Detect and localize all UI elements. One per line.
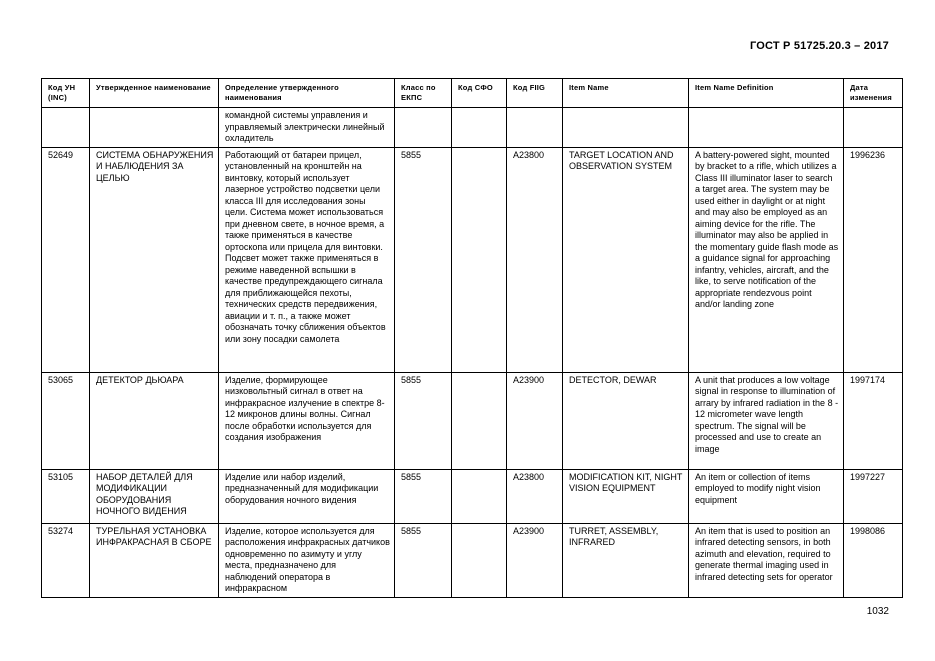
header-item-name-definition: Item Name Definition [689,79,844,108]
table-row [42,147,903,372]
cell-ekps [395,108,452,148]
header-approved-definition: Определение утвержденного наименования [219,79,395,108]
cell-code: 53065 [42,372,90,469]
cell-name-ru: ДЕТЕКТОР ДЬЮАРА [90,372,219,469]
cell-ekps: 5855 [395,147,452,372]
header-sfo-code: Код СФО [452,79,507,108]
table-row [42,108,903,148]
header-approved-name: Утвержденное наименование [90,79,219,108]
cell-date: 1997174 [844,372,903,469]
cell-item-definition: A unit that produces a low voltage signal in response to illumination of arrary by infrared radiation in the 8 - 12 micrometer wave length spectrum. The signal will be processed and use to create an image [689,372,844,469]
cell-name-ru [90,108,219,148]
cell-code: 53105 [42,469,90,523]
catalog-table [41,78,903,598]
header-code-un: Код УН (INC) [42,79,90,108]
cell-item-definition: An item that is used to position an infrared detecting sensors, in both azimuth and elevation, required to generate thermal imaging used in infrared detecting sets for operator [689,523,844,597]
cell-name-ru: СИСТЕМА ОБНАРУЖЕНИЯ И НАБЛЮДЕНИЯ ЗА ЦЕЛЬЮ [90,147,219,372]
cell-fiig: A23900 [507,372,563,469]
cell-definition-ru: Работающий от батареи прицел, установленный на кронштейн на винтовку, который использует лазерное устройство подсветки цели класса III для исследования зоны цели. Система может использоваться при дневном свете, в ночное время, а также применяться в качестве ортоскопа или прицела для винтовки. Подсвет может также применяться в режиме наведенной вспышки в качестве предупреждающего сигнала для приближающейся пехоты, технических средств передвижения, авиации и т. п., а также может обозначать точку сближения объектов или зону посадки самолета [219,147,395,372]
cell-ekps: 5855 [395,469,452,523]
cell-sfo [452,469,507,523]
cell-item-name: DETECTOR, DEWAR [563,372,689,469]
cell-definition-ru: Изделие, формирующее низковольтный сигнал в ответ на инфракрасное излучение в спектре 8-12 микронов длины волны. Сигнал после обработки используется для создания изображения [219,372,395,469]
cell-ekps: 5855 [395,523,452,597]
cell-code [42,108,90,148]
cell-date: 1996236 [844,147,903,372]
cell-item-name [563,108,689,148]
cell-sfo [452,147,507,372]
cell-item-definition: A battery-powered sight, mounted by bracket to a rifle, which utilizes a Class III illuminator laser to search a target area. The system may be used either in daylight or at night and may also be employed as an aiming device for the rifle. The illuminator may also be applied in the momentary guide flash mode as a guidance signal for approaching infantry, vehicles, aircraft, and the like, to serve notification of the appropriate rendezvous point and/or landing zone [689,147,844,372]
cell-item-definition: An item or collection of items employed to modify night vision equipment [689,469,844,523]
cell-code: 52649 [42,147,90,372]
cell-definition-ru: командной системы управления и управляемый электрически линейный охладитель [219,108,395,148]
cell-fiig: A23800 [507,147,563,372]
cell-fiig [507,108,563,148]
cell-code: 53274 [42,523,90,597]
cell-date [844,108,903,148]
cell-date: 1997227 [844,469,903,523]
cell-definition-ru: Изделие или набор изделий, предназначенный для модификации оборудования ночного видения [219,469,395,523]
table-row [42,372,903,469]
cell-ekps: 5855 [395,372,452,469]
document-title: ГОСТ Р 51725.20.3 – 2017 [749,40,889,52]
table-row [42,469,903,523]
cell-fiig: A23800 [507,469,563,523]
cell-definition-ru: Изделие, которое используется для расположения инфракрасных датчиков одновременно по азимуту и углу места, предназначено для наблюдений оператора в инфракрасном [219,523,395,597]
cell-item-name: TURRET, ASSEMBLY, INFRARED [563,523,689,597]
table-header-row [42,79,903,108]
cell-sfo [452,523,507,597]
cell-name-ru: ТУРЕЛЬНАЯ УСТАНОВКА ИНФРАКРАСНАЯ В СБОРЕ [90,523,219,597]
table-row [42,523,903,597]
cell-name-ru: НАБОР ДЕТАЛЕЙ ДЛЯ МОДИФИКАЦИИ ОБОРУДОВАНИЯ НОЧНОГО ВИДЕНИЯ [90,469,219,523]
header-fiig-code: Код FIIG [507,79,563,108]
header-change-date: Дата изменения [844,79,903,108]
cell-date: 1998086 [844,523,903,597]
header-item-name: Item Name [563,79,689,108]
cell-fiig: A23900 [507,523,563,597]
cell-item-name: MODIFICATION KIT, NIGHT VISION EQUIPMENT [563,469,689,523]
cell-sfo [452,372,507,469]
cell-item-definition [689,108,844,148]
cell-sfo [452,108,507,148]
page-number: 1032 [866,606,889,617]
header-ekps-class: Класс по ЕКПС [395,79,452,108]
cell-item-name: TARGET LOCATION AND OBSERVATION SYSTEM [563,147,689,372]
